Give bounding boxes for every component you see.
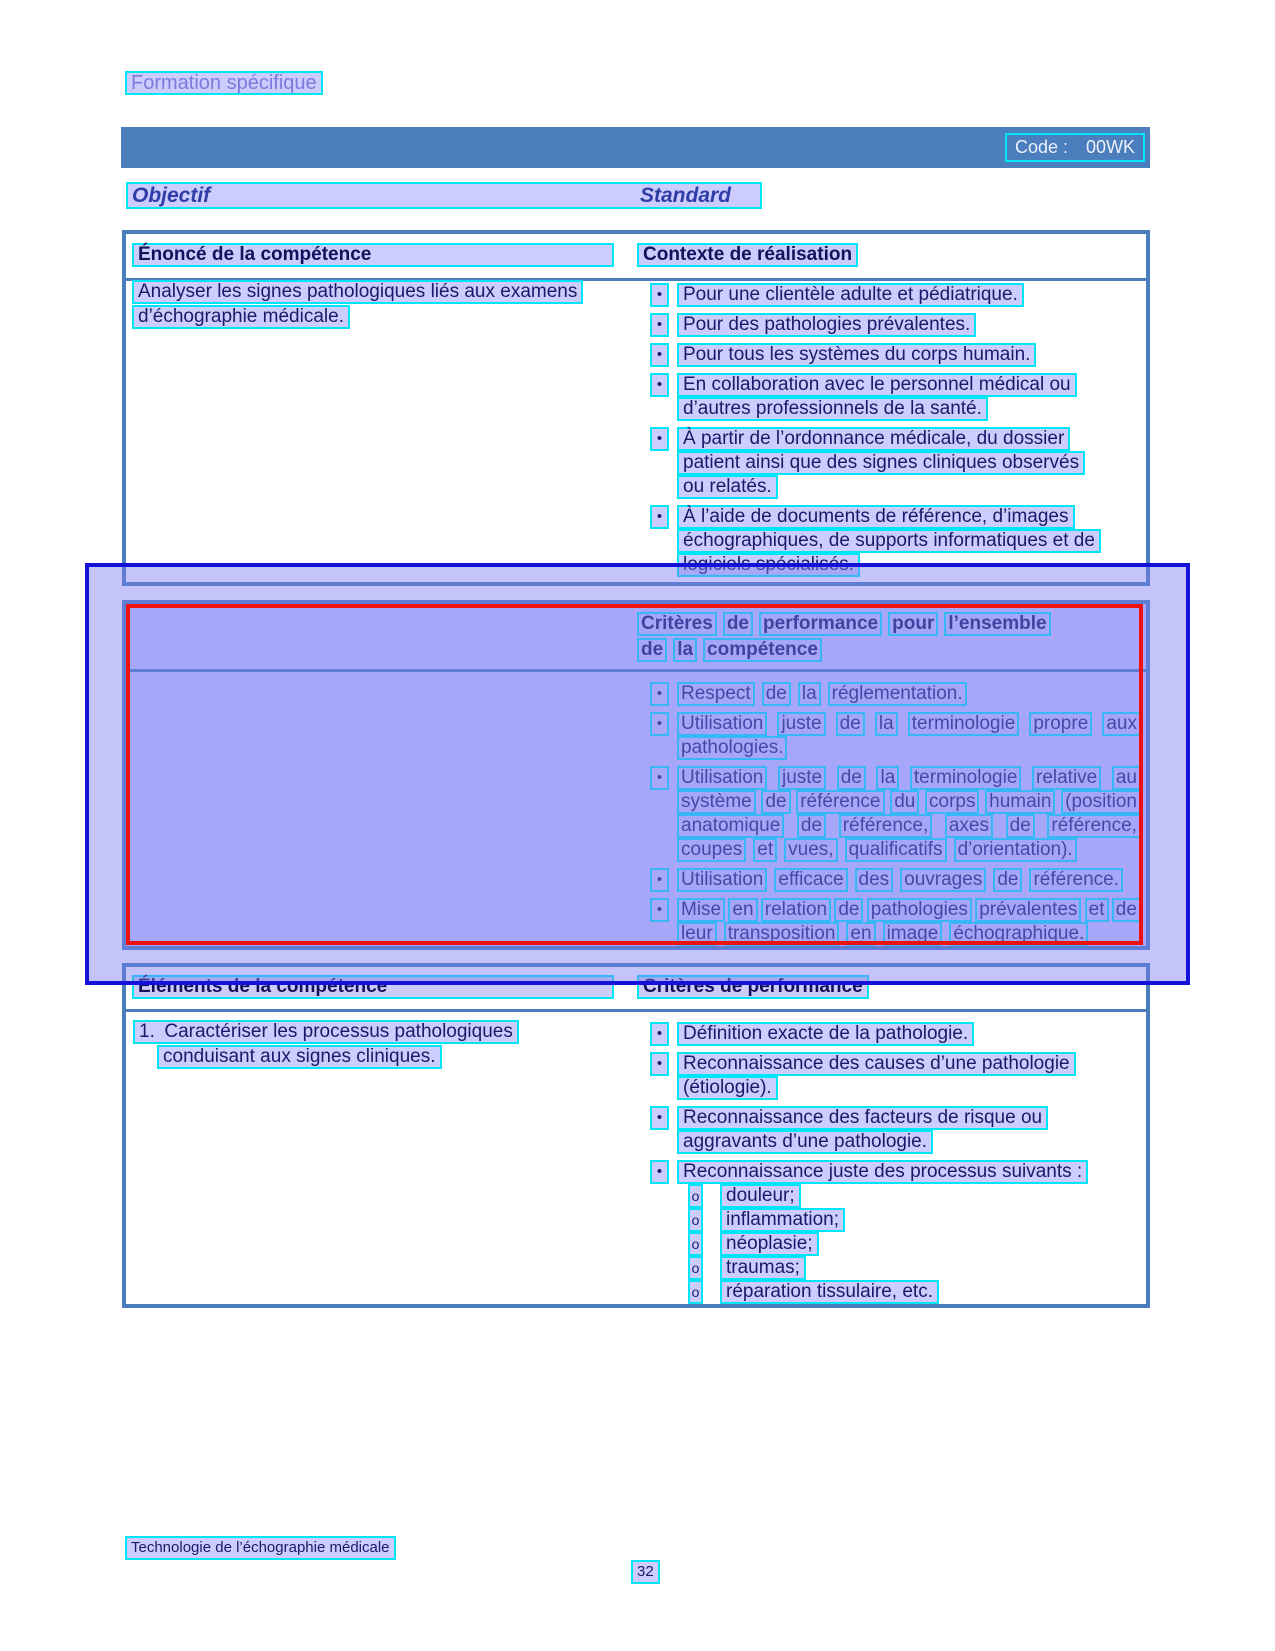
objectif-standard-band <box>126 182 762 209</box>
word-highlight: Utilisation <box>677 868 767 892</box>
word-highlight: relative <box>1032 766 1101 790</box>
word-highlight: axes <box>945 814 993 838</box>
word-highlight: transposition <box>724 922 840 946</box>
red-annotation-rectangle <box>126 604 1143 945</box>
standard-heading: Standard <box>640 184 732 207</box>
list-item-line <box>650 313 1146 337</box>
word-highlight: la <box>876 766 899 790</box>
line-highlight: Pour une clientèle adulte et pédiatrique. <box>677 283 1024 307</box>
header-word: la <box>673 638 697 662</box>
bullet-icon: • <box>650 868 669 892</box>
table1-col2-header: Contexte de réalisation <box>637 243 858 267</box>
bullet-icon: • <box>650 343 669 367</box>
word-highlight: juste <box>778 766 826 790</box>
word-highlight: la <box>798 682 821 706</box>
line-highlight: inflammation; <box>720 1208 845 1232</box>
list-item <box>650 1052 1146 1100</box>
line-highlight: Reconnaissance juste des processus suivants : <box>677 1160 1088 1184</box>
line-highlight: patient ainsi que des signes cliniques observés <box>677 451 1085 475</box>
list-item-line <box>650 1052 1146 1076</box>
word-highlight: échographique. <box>949 922 1088 946</box>
list-item <box>650 373 1146 421</box>
list-item-line <box>650 427 1146 451</box>
word-highlight: relation <box>761 898 831 922</box>
word-highlight: la <box>875 712 898 736</box>
word-highlight: au <box>1112 766 1141 790</box>
word-highlight: référence, <box>839 814 933 838</box>
line-highlight: Pour des pathologies prévalentes. <box>677 313 976 337</box>
word-highlight: qualificatifs <box>845 838 947 862</box>
list-item-line <box>650 1130 1146 1154</box>
statement-line: Analyser les signes pathologiques liés aux examens <box>132 280 583 304</box>
list-item <box>650 427 1146 499</box>
word-highlight: de <box>834 898 863 922</box>
list-item-line <box>650 1022 1146 1046</box>
table2-col1-header: Éléments de la compétence <box>132 975 614 999</box>
list-item <box>650 1160 1146 1304</box>
word-highlight: du <box>890 790 919 814</box>
list-item <box>650 1022 1146 1046</box>
line-highlight: À partir de l’ordonnance médicale, du dossier <box>677 427 1070 451</box>
header-word: performance <box>759 612 882 636</box>
word-highlight: aux <box>1102 712 1141 736</box>
word-highlight: prévalentes <box>975 898 1081 922</box>
line-highlight: néoplasie; <box>720 1232 819 1256</box>
bullet-icon: • <box>650 1160 669 1184</box>
word-highlight: de <box>1112 898 1141 922</box>
statement-line: conduisant aux signes cliniques. <box>157 1045 442 1069</box>
line-highlight: aggravants d’une pathologie. <box>677 1130 933 1154</box>
header-word: l’ensemble <box>944 612 1050 636</box>
word-highlight: Respect <box>677 682 755 706</box>
list-item-line <box>650 451 1146 475</box>
word-highlight: humain <box>985 790 1055 814</box>
word-highlight: de <box>762 682 791 706</box>
word-highlight: Utilisation <box>677 766 767 790</box>
line-highlight: Reconnaissance des facteurs de risque ou <box>677 1106 1048 1130</box>
sub-list-item <box>688 1232 1146 1256</box>
page-number: 32 <box>631 1560 660 1584</box>
word-highlight: de <box>836 712 865 736</box>
list-item-line <box>650 475 1146 499</box>
sub-bullet-icon: o <box>688 1232 703 1256</box>
list-item-line <box>650 529 1146 553</box>
word-highlight: et <box>1085 898 1109 922</box>
word-highlight: Mise <box>677 898 725 922</box>
list-item-line <box>650 397 1146 421</box>
line-highlight: Définition exacte de la pathologie. <box>677 1022 974 1046</box>
line-highlight: traumas; <box>720 1256 806 1280</box>
bullet-icon: • <box>650 1022 669 1046</box>
header-word: compétence <box>703 638 822 662</box>
word-highlight: vues, <box>784 838 837 862</box>
line-highlight: (étiologie). <box>677 1076 778 1100</box>
line-highlight: À l’aide de documents de référence, d’images <box>677 505 1075 529</box>
header-word: de <box>723 612 753 636</box>
code-value: 00WK <box>1086 137 1136 157</box>
sub-bullet-icon: o <box>688 1256 703 1280</box>
bullet-icon: • <box>650 1106 669 1130</box>
bullet-icon: • <box>650 373 669 397</box>
word-highlight: d’orientation). <box>954 838 1077 862</box>
word-highlight: des <box>855 868 894 892</box>
line-highlight: Pour tous les systèmes du corps humain. <box>677 343 1036 367</box>
list-item-line <box>650 283 1146 307</box>
header-word: de <box>637 638 667 662</box>
title-banner <box>121 127 1150 168</box>
line-highlight: ou relatés. <box>677 475 778 499</box>
list-item-line <box>650 373 1146 397</box>
bullet-icon: • <box>650 427 669 451</box>
bullet-icon: • <box>650 505 669 529</box>
word-highlight: coupes <box>677 838 746 862</box>
bullet-icon: • <box>650 766 669 790</box>
table2-header-divider <box>126 1009 1146 1012</box>
table2-col2-header: Critères de performance <box>637 975 869 999</box>
sub-bullet-icon: o <box>688 1184 703 1208</box>
list-item-line <box>650 1160 1146 1184</box>
word-highlight: de <box>1006 814 1035 838</box>
code-label: Code : <box>1015 137 1069 157</box>
list-item <box>650 313 1146 337</box>
word-highlight: référence, <box>1047 814 1141 838</box>
word-highlight: référence. <box>1029 868 1123 892</box>
sub-bullet-icon: o <box>688 1208 703 1232</box>
word-highlight: réglementation. <box>828 682 967 706</box>
word-highlight: efficace <box>774 868 847 892</box>
elements-table <box>122 963 1150 1308</box>
footer-title: Technologie de l’échographie médicale <box>125 1536 396 1560</box>
statement-line: 1. Caractériser les processus pathologiques <box>133 1020 519 1044</box>
word-highlight: (position <box>1061 790 1141 814</box>
criteres-list <box>650 1022 1146 1310</box>
word-highlight: système <box>677 790 756 814</box>
line-highlight: logiciels spécialisés. <box>677 553 860 577</box>
word-highlight: terminologie <box>910 766 1022 790</box>
word-highlight: en <box>728 898 757 922</box>
word-highlight: ouvrages <box>900 868 986 892</box>
bullet-icon: • <box>650 712 669 736</box>
line-highlight: d’autres professionnels de la santé. <box>677 397 988 421</box>
bullet-icon: • <box>650 283 669 307</box>
line-highlight: échographiques, de supports informatiques et de <box>677 529 1101 553</box>
word-highlight: pathologies. <box>677 736 787 760</box>
line-highlight: douleur; <box>720 1184 801 1208</box>
word-highlight: corps <box>925 790 979 814</box>
word-highlight: et <box>753 838 777 862</box>
sub-list-item <box>688 1208 1146 1232</box>
competence-table <box>122 230 1150 586</box>
list-item <box>650 283 1146 307</box>
bullet-icon: • <box>650 682 669 706</box>
word-highlight: juste <box>777 712 825 736</box>
table1-col1-header: Énoncé de la compétence <box>132 243 614 267</box>
sub-list-item <box>688 1280 1146 1304</box>
sub-bullet-icon: o <box>688 1280 703 1304</box>
line-highlight: En collaboration avec le personnel médical ou <box>677 373 1077 397</box>
section-label: Formation spécifique <box>125 71 323 95</box>
word-highlight: de <box>797 814 826 838</box>
word-highlight: de <box>837 766 866 790</box>
list-item-line <box>650 343 1146 367</box>
word-highlight: image <box>883 922 943 946</box>
code-box <box>1005 133 1145 162</box>
word-highlight: anatomique <box>677 814 784 838</box>
word-highlight: pathologies <box>867 898 972 922</box>
line-highlight: réparation tissulaire, etc. <box>720 1280 939 1304</box>
list-item-line <box>650 1106 1146 1130</box>
word-highlight: propre <box>1029 712 1092 736</box>
word-highlight: Utilisation <box>677 712 767 736</box>
word-highlight: de <box>761 790 790 814</box>
statement-line: d’échographie médicale. <box>132 305 350 329</box>
list-item <box>650 343 1146 367</box>
element-statement <box>133 1020 519 1070</box>
header-word: Critères <box>637 612 717 636</box>
word-highlight: de <box>993 868 1022 892</box>
bullet-icon: • <box>650 1052 669 1076</box>
line-highlight: Reconnaissance des causes d’une pathologie <box>677 1052 1076 1076</box>
competence-statement <box>132 280 583 330</box>
sub-list-item <box>688 1184 1146 1208</box>
word-highlight: en <box>846 922 875 946</box>
header-word: pour <box>888 612 938 636</box>
list-item <box>650 1106 1146 1154</box>
bullet-icon: • <box>650 313 669 337</box>
list-item-line <box>650 505 1146 529</box>
list-item-line <box>650 1076 1146 1100</box>
word-highlight: référence <box>796 790 884 814</box>
word-highlight: terminologie <box>908 712 1020 736</box>
sub-list-item <box>688 1256 1146 1280</box>
contexte-list <box>650 283 1146 583</box>
objectif-heading: Objectif <box>132 184 211 207</box>
word-highlight: leur <box>677 922 717 946</box>
bullet-icon: • <box>650 898 669 922</box>
